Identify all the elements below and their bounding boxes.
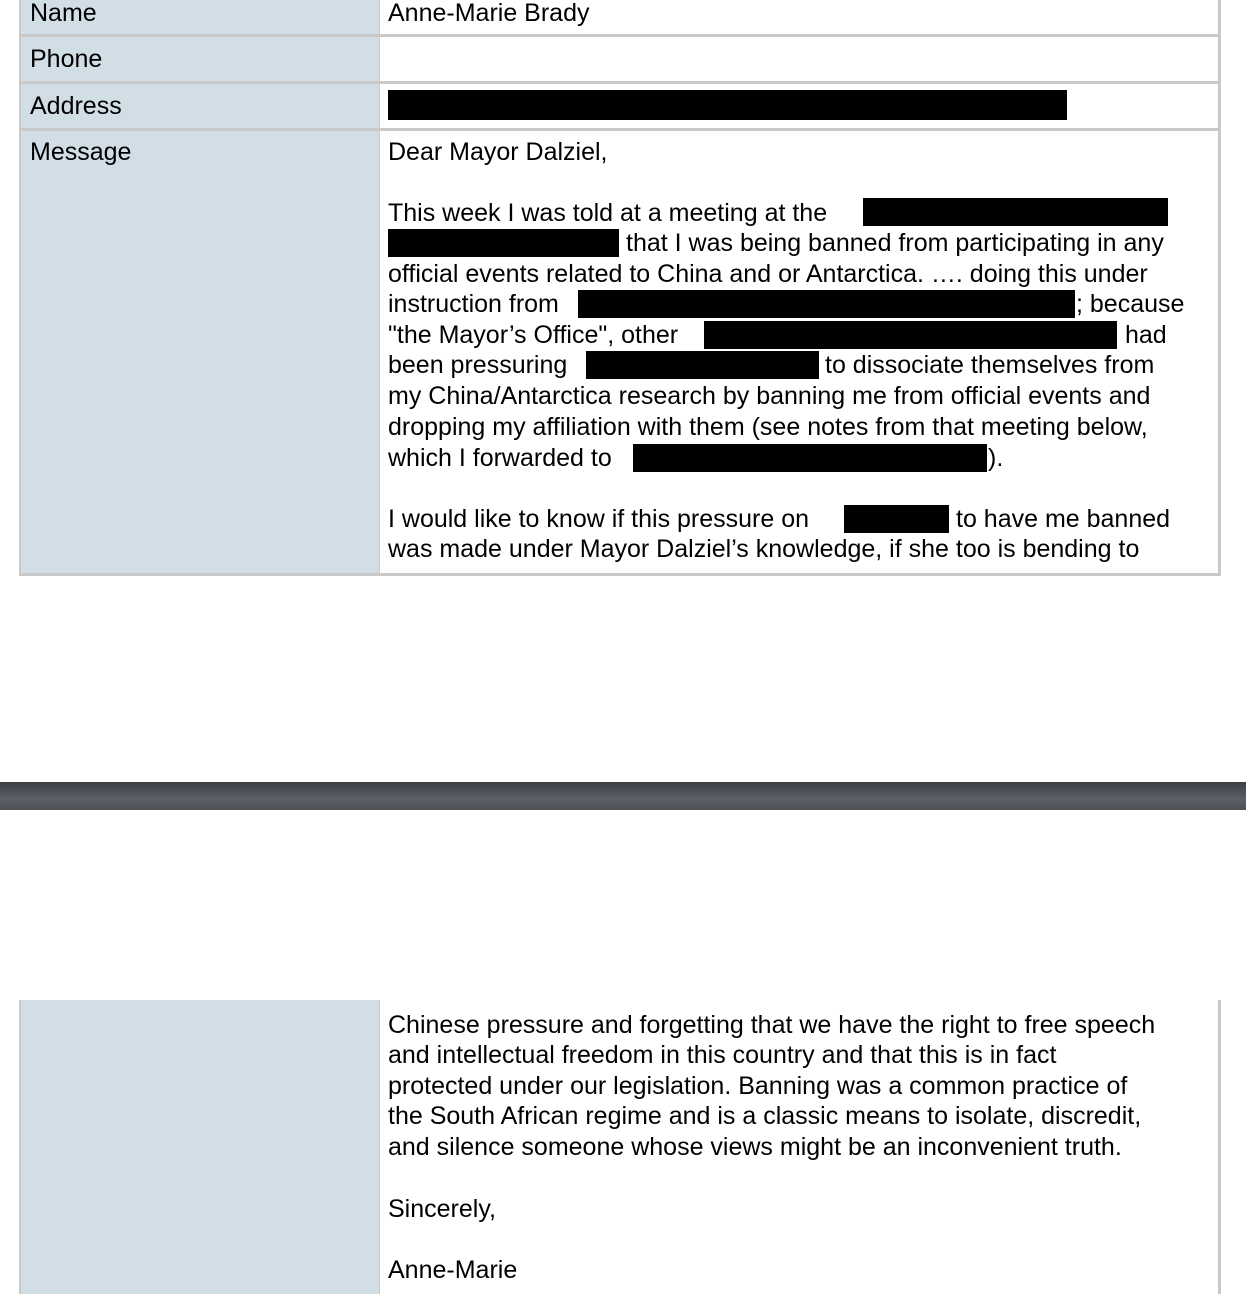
p1-line-9b: ).: [988, 444, 1004, 472]
redaction-6: [633, 444, 987, 472]
p2-line-1b: to have me banned: [956, 505, 1171, 533]
p1-line-4a: instruction from: [388, 290, 559, 318]
message-label-cell-continued: [21, 1000, 379, 1294]
redaction-2: [388, 229, 619, 257]
message-signature: Anne-Marie: [388, 1256, 518, 1284]
message-value-cell: [380, 131, 1218, 573]
address-label-cell: [21, 84, 379, 128]
phone-label-cell: [21, 37, 379, 81]
document-page-2: [0, 810, 1246, 1294]
p1-line-3: official events related to China and or Antarctica. …. doing this under: [388, 260, 1148, 288]
p1-line-2: that I was being banned from participating in any: [626, 229, 1164, 257]
name-row: [19, 0, 1221, 34]
message-value-cell-continued: [380, 1000, 1218, 1294]
continued-line-3: protected under our legislation. Banning was a common practice of: [388, 1072, 1128, 1100]
name-label: Name: [30, 0, 97, 27]
name-label-cell: [21, 0, 379, 34]
p1-line-9a: which I forwarded to: [388, 444, 612, 472]
phone-label: Phone: [30, 45, 103, 73]
continued-line-2: and intellectual freedom in this country and that this is in fact: [388, 1041, 1057, 1069]
message-closing: Sincerely,: [388, 1195, 496, 1223]
message-salutation: Dear Mayor Dalziel,: [388, 138, 608, 166]
p1-line-6b: to dissociate themselves from: [825, 351, 1155, 379]
continued-line-4: the South African regime and is a classic means to isolate, discredit,: [388, 1102, 1142, 1130]
name-value: Anne-Marie Brady: [388, 0, 590, 27]
phone-row: [19, 37, 1221, 81]
redaction-5: [586, 351, 819, 379]
address-label: Address: [30, 92, 122, 120]
redaction-7: [844, 505, 949, 533]
redaction-1: [863, 198, 1168, 226]
p1-line-4b: ; because: [1076, 290, 1185, 318]
message-row: [19, 131, 1221, 573]
message-label: Message: [30, 138, 132, 166]
p1-line-1: This week I was told at a meeting at the: [388, 199, 828, 227]
name-value-cell: [380, 0, 1218, 34]
continued-line-1: Chinese pressure and forgetting that we have the right to free speech: [388, 1011, 1156, 1039]
contact-form-table-continued: [19, 1000, 1221, 1294]
redaction-3: [578, 290, 1075, 318]
address-value-cell: [380, 84, 1218, 128]
p2-line-1a: I would like to know if this pressure on: [388, 505, 810, 533]
p1-line-7: my China/Antarctica research by banning me from official events and: [388, 382, 1151, 410]
p1-line-8: dropping my affiliation with them (see notes from that meeting below,: [388, 413, 1148, 441]
phone-value-cell: [380, 37, 1218, 81]
p1-line-6a: been pressuring: [388, 351, 568, 379]
contact-form-table: [19, 0, 1221, 576]
continued-line-5: and silence someone whose views might be an inconvenient truth.: [388, 1133, 1122, 1161]
page-separator: [0, 782, 1246, 810]
p2-line-2: was made under Mayor Dalziel’s knowledge, if she too is bending to: [388, 535, 1140, 563]
address-redaction: [388, 90, 1067, 120]
p1-line-5b: had: [1125, 321, 1167, 349]
address-row: [19, 84, 1221, 128]
message-label-cell: [21, 131, 379, 573]
p1-line-5a: "the Mayor’s Office", other: [388, 321, 679, 349]
redaction-4: [704, 321, 1117, 349]
message-row-continued: [19, 1000, 1221, 1294]
